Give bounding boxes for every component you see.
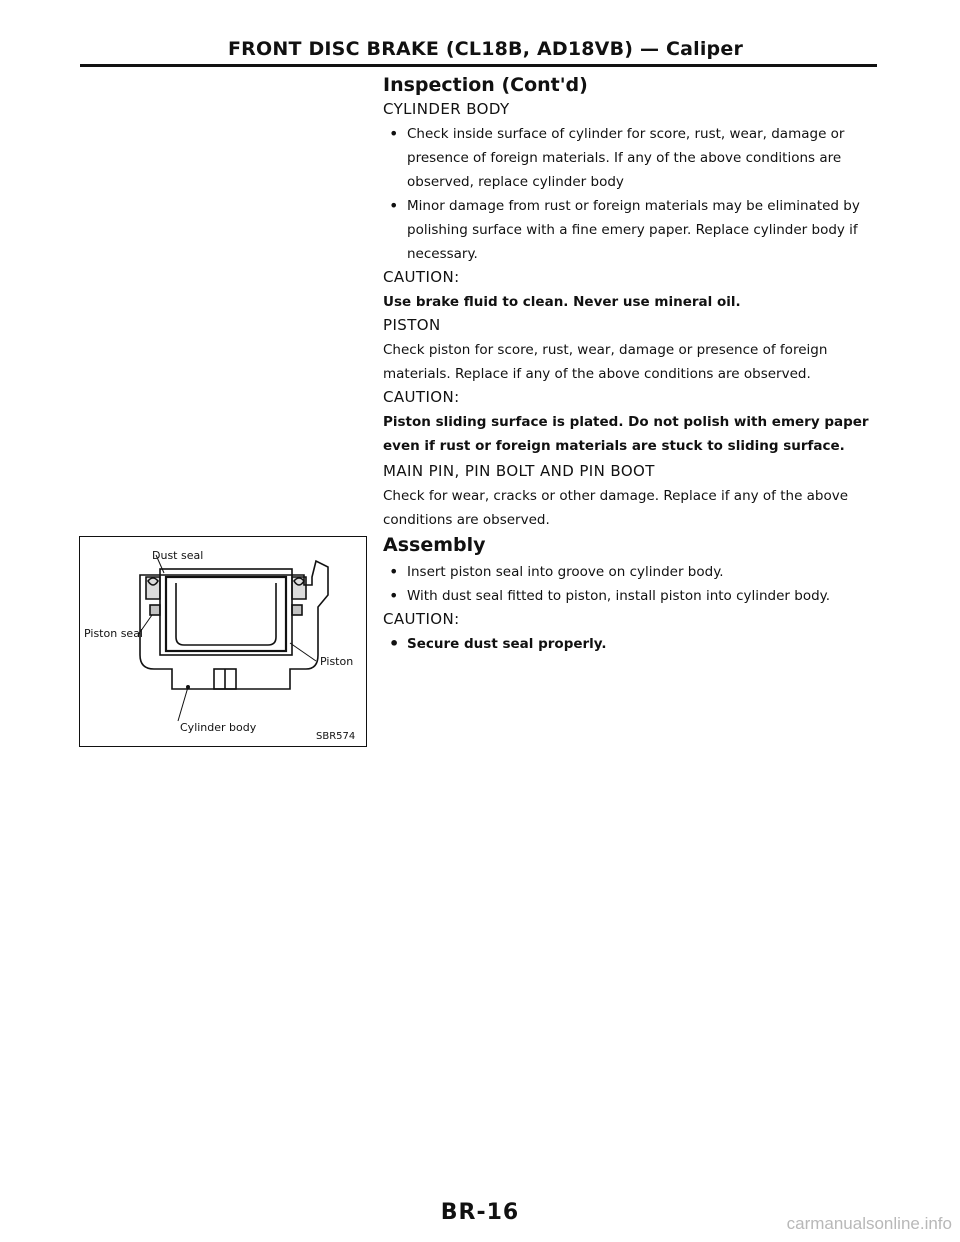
cylinder-body-subheading: CYLINDER BODY <box>383 100 510 118</box>
caution-label: CAUTION: <box>383 388 460 406</box>
caliper-cross-section-figure <box>79 536 367 747</box>
cylinder-body-bullets <box>383 122 879 266</box>
list-item: • Minor damage from rust or foreign materials may be eliminated by polishing surface with a fine emery paper. Replace cylinder body if necessary. <box>383 194 879 266</box>
caution-text: Use brake fluid to clean. Never use mineral oil. <box>383 294 741 310</box>
page-header-title: FRONT DISC BRAKE (CL18B, AD18VB) — Caliper <box>228 38 744 60</box>
caution-label: CAUTION: <box>383 610 460 628</box>
figure-code: SBR574 <box>316 731 356 742</box>
main-pin-text: Check for wear, cracks or other damage. Replace if any of the above conditions are observed. <box>383 488 849 528</box>
header-rule <box>80 64 877 67</box>
assembly-section <box>383 534 879 656</box>
inspection-section <box>383 74 879 532</box>
dust-seal-label: Dust seal <box>152 549 204 562</box>
piston-text: Check piston for score, rust, wear, damage or presence of foreign materials. Replace if any of the above conditions are observed. <box>383 342 828 382</box>
caution-text: Piston sliding surface is plated. Do not polish with emery paper even if rust or foreign materials are stuck to sliding surface. <box>383 414 869 454</box>
piston-seal-label: Piston seal <box>84 627 143 640</box>
list-item: • Secure dust seal properly. <box>383 632 879 656</box>
watermark: carmanualsonline.info <box>786 1214 952 1233</box>
caution-label: CAUTION: <box>383 268 460 286</box>
assembly-bullets <box>383 560 879 608</box>
page-number: BR-16 <box>440 1200 520 1225</box>
inspection-heading: Inspection (Cont'd) <box>383 74 588 96</box>
cylinder-body-label: Cylinder body <box>180 721 257 734</box>
list-item: • With dust seal fitted to piston, install piston into cylinder body. <box>383 584 879 608</box>
assembly-caution-bullets <box>383 632 879 656</box>
piston-label: Piston <box>320 655 354 668</box>
caliper-diagram <box>80 537 365 745</box>
list-item: • Insert piston seal into groove on cylinder body. <box>383 560 879 584</box>
assembly-heading: Assembly <box>383 534 486 556</box>
list-item: • Check inside surface of cylinder for score, rust, wear, damage or presence of foreign materials. If any of the above conditions are observed, replace cylinder body <box>383 122 879 194</box>
main-pin-subheading: MAIN PIN, PIN BOLT AND PIN BOOT <box>383 462 655 480</box>
piston-subheading: PISTON <box>383 316 441 334</box>
